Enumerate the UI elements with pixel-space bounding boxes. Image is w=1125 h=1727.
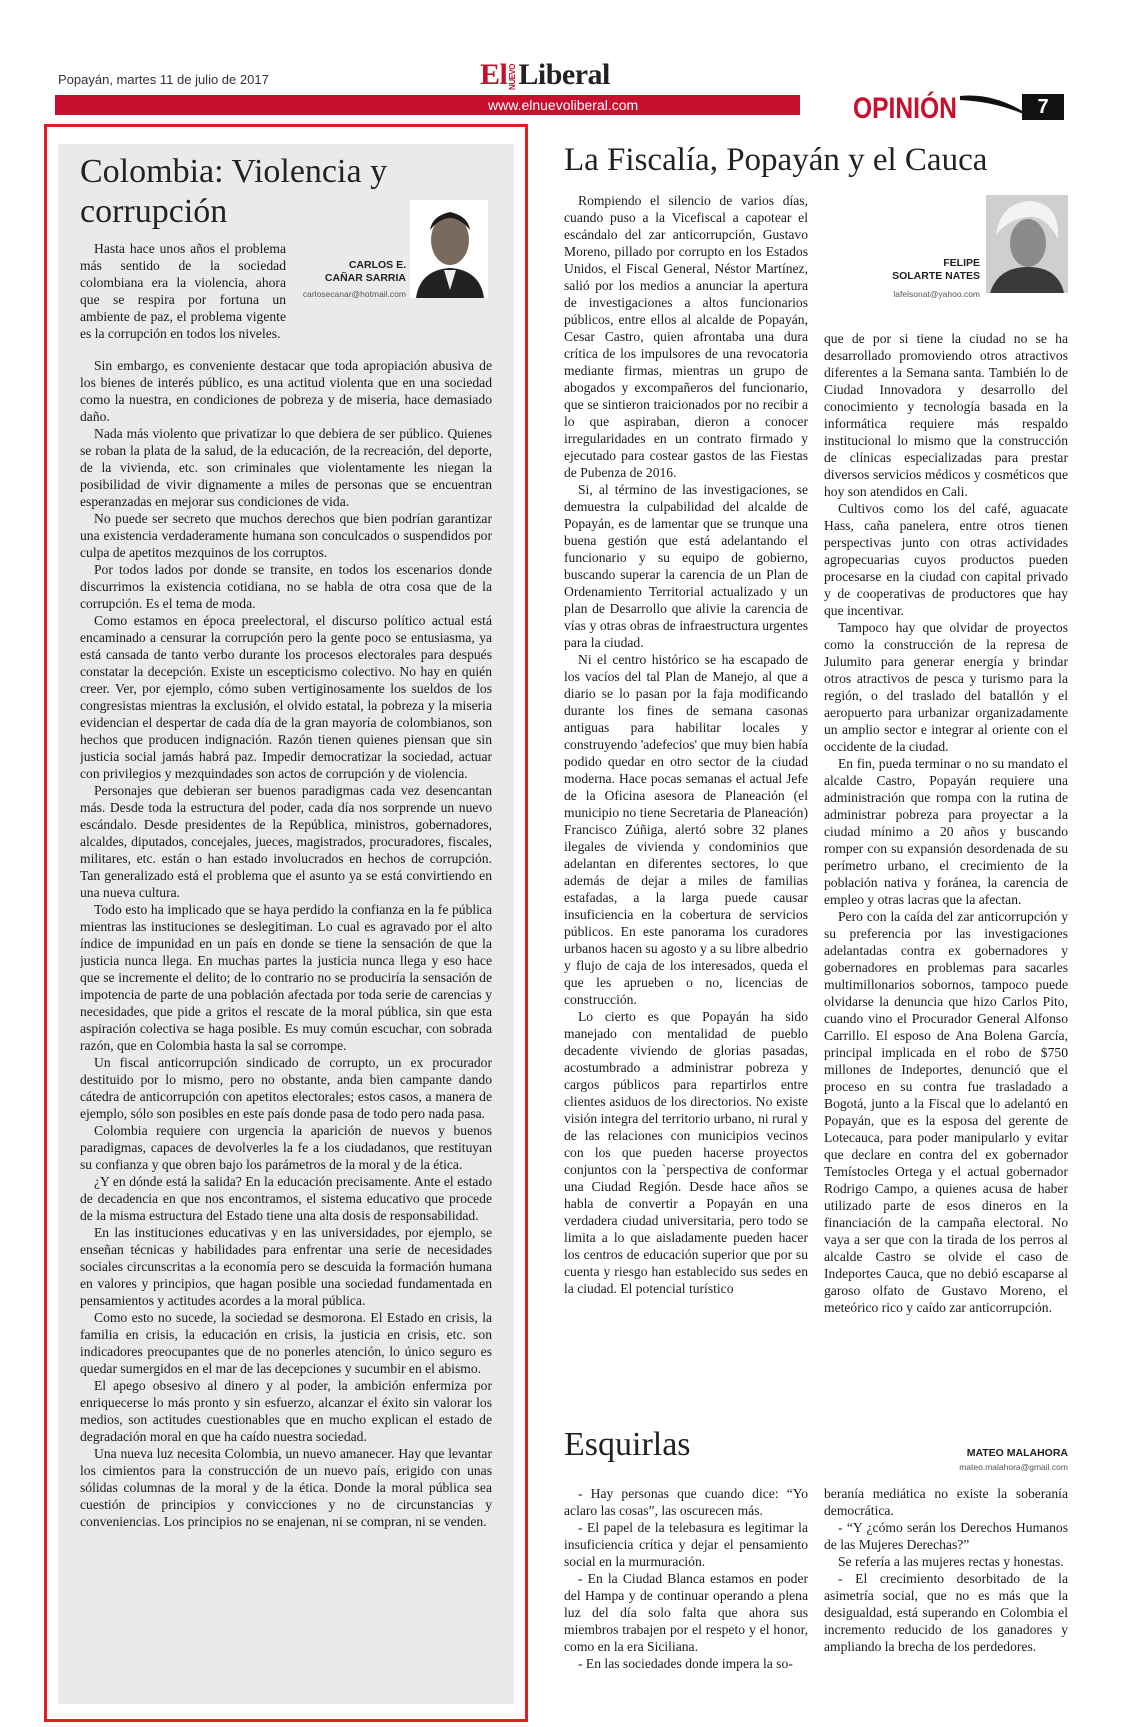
paragraph: Un fiscal anticorrupción sindicado de corrupto, un ex procurador destituido por lo mismo, pero no obstante, anda bien campante dando cátedra de anticorrupción con apetitos electorales; estos casos, a manera de ejemplo, sólo son posibles en este país donde pasa de todo pero nada pasa. <box>80 1055 492 1121</box>
paragraph: Cultivos como los del café, aguacate Hass, caña panelera, entre otros tienen perspectivas junto con otras actividades agropecuarias cuyos productos pueden procesarse en la ciudad con capital privado y de cooperativas de productores que hay que incentivar. <box>824 501 1068 618</box>
header-red-bar <box>55 95 800 115</box>
author-email: lafelsonat@yahoo.com <box>893 289 980 299</box>
author-name-line1: FELIPE <box>943 257 980 269</box>
article-title: Colombia: Violencia y corrupción <box>80 153 388 230</box>
paragraph: - En la Ciudad Blanca estamos en poder del Hampa y de continuar operando a plena luz del día solo falta que ahora sus miembros trabajen por el respeto y el honor, como en la era Siciliana. <box>564 1571 808 1654</box>
section-label: OPINIÓN <box>853 92 957 125</box>
author-photo <box>986 195 1068 293</box>
paragraph: beranía mediática no existe la soberanía democrática. <box>824 1486 1068 1518</box>
paragraph: - “Y ¿cómo serán los Derechos Humanos de las Mujeres Derechas?” <box>824 1520 1068 1552</box>
article-column <box>824 330 1068 1352</box>
paragraph: - El papel de la telebasura es legitimar la insuficiencia crítica y dejar el pensamiento social en la murmuración. <box>564 1520 808 1569</box>
article-column <box>564 1485 808 1707</box>
author-email: carlosecanar@hotmail.com <box>302 289 406 299</box>
paragraph: Como estamos en época preelectoral, el discurso político actual está encaminado a censurar la corrupción pero la gente poco se entusiasma, ya está cansada de tanto verbo durante los procesos electorales para después constatar la decepción. Existe un escepticismo colectivo. No hay en quién creer. Ver, por ejemplo, cómo suben vertiginosamente los sueldos de los congresistas mientras la exclusión, el olvido estatal, la pobreza y la miseria evidencian el despertar de cada día de la gran mayoría de colombianos, son hechos que producen indignación. Razón tienen quienes piensan que sin justicia social jamás habrá paz. Impedir democratizar la sociedad, actuar con privilegios y mezquindades son actos de corrupción y de violencia. <box>80 613 492 781</box>
author-name-line2: CAÑAR SARRIA <box>324 272 406 284</box>
paragraph: - En las sociedades donde impera la so- <box>578 1656 793 1671</box>
author-email: mateo.malahora@gmail.com <box>959 1462 1068 1472</box>
author-photo <box>410 200 488 298</box>
paragraph: que de por si tiene la ciudad no se ha desarrollado promoviendo otros atractivos diferentes a la Semana santa. También lo de Ciudad Innovadora y desarrollo del conocimiento y tecnología basada en la informática requiere más respaldo institucional lo mismo que la construcción de clínicas especializadas para prestar diversos servicios médicos y cosméticos que hoy son atendidos en Cali. <box>824 331 1068 499</box>
paragraph: Lo cierto es que Popayán ha sido manejado con mentalidad de pueblo decadente viviendo de glorias pasadas, acostumbrado a administrar pobreza y cargos públicos para repartirlos entre clientes asiduos de los directorios. No existe visión integra del territorio urbano, ni rural y de las relaciones con municipios vecinos con los que pueden hacerse proyectos conjuntos con la `perspectiva de conformar una Ciudad Región. Desde hace años se habla de convertir a Popayán en una verdadera ciudad universitaria, pero todo se limita a lo que aisladamente pueden hacer los centros de educación superior que por su cuenta y riesgo han establecido sus sedes en la ciudad. El potencial turístico <box>564 1009 808 1296</box>
paragraph: No puede ser secreto que muchos derechos que bien podrían garantizar una existencia verdaderamente humana son conculcados o suspendidos por culpa de apetitos mezquinos de los corruptos. <box>80 511 492 560</box>
article-intro <box>80 240 286 356</box>
paragraph: Personajes que debieran ser buenos paradigmas cada vez desencantan más. Desde toda la estructura del poder, cada día nos sorprende un nuevo escándalo. Desde presidentes de la República, ministros, gobernadores, alcaldes, diputados, concejales, jueces, magistrados, procuradores, fiscales, militares, etc. están o han estado involucrados en hechos de corrupción. Tan generalizado está el problema que el asunto ya se está convirtiendo en una nueva cultura. <box>80 783 492 900</box>
page-number: 7 <box>1022 94 1064 120</box>
paragraph: Se refería a las mujeres rectas y honestas. <box>838 1554 1064 1569</box>
paragraph: Como esto no sucede, la sociedad se desmorona. El Estado en crisis, la familia en crisis, la educación en crisis, la justicia en crisis, etc. son indicadores preocupantes que de no ponerles atención, lo único seguro es quedar sumergidos en el mar de las decepciones y sucumbir en el abismo. <box>80 1310 492 1376</box>
paragraph: Ni el centro histórico se ha escapado de los vacíos del tal Plan de Manejo, al que a diario se lo pasan por la faja modificando durante los fines de semana casonas antiguas para habilitar locales y construyendo 'adefecios' que muy bien había podido quedar en otro sector de la ciudad moderna. Hace pocas semanas el actual Jefe de la Oficina asesora de Planeación (el municipio no tiene Secretaria de Planeación) Francisco Zúñiga, alertó sobre 32 planes ilegales de vivienda y condominios que adelantan en diferentes sectores, lo que además de dejar a miles de familias estafadas, a la larga puede causar insuficiencia en la cobertura de servicios públicos. En este panorama los curadores urbanos hacen su agosto y a su libre albedrio y flujo de caja de los interesados, queda el que les aprueben o no, licencias de construcción. <box>564 652 808 1007</box>
paragraph: ¿Y en dónde está la salida? En la educación precisamente. Ante el estado de decadencia en que nos encontramos, el sistema educativo que procede de la misma estructura del Estado tiene una alta dosis de responsabilidad. <box>80 1174 492 1223</box>
paragraph: Pero con la caída del zar anticorrupción y su preferencia por las investigaciones adelantadas contra ex gobernadores y gobernadores en problemas para sacarles multimillonarios sobornos, tampoco puede olvidarse la denuncia que hizo Carlos Pito, cuando vino el Procurador General Alfonso Carrillo. El esposo de Ana Bolena García, principal implicada en el robo de $750 millones de Indeportes, denunció que el proceso en su contra fue trasladado a Bogotá, junto a la Fiscal que lo adelantó en Popayán, que es la esposa del gerente de Lotecauca, para poder manipularlo y evitar que declare en contra del ex gobernador Temístocles Ortega y el actual gobernador Rodrigo Campo, a quienes acusa de haber utilizado parte de esos dineros en la financiación de la campaña electoral. No vaya a ser que con la tirada de los perros al alcalde Castro se olvide el caso de Indeportes Cauca, que no debió escaparse al garoso olfato de Gustavo Moreno, el meteórico rico y caído zar anticorrupción. <box>824 909 1068 1315</box>
masthead-el: El <box>480 58 508 91</box>
paragraph: Sin embargo, es conveniente destacar que toda apropiación abusiva de los bienes de interés público, es una actitud violenta que en una sociedad como la nuestra, en condiciones de pobreza y de miseria, hace demasiado daño. <box>80 358 492 424</box>
paragraph: Nada más violento que privatizar lo que debiera de ser público. Quienes se roban la plata de la salud, de la educación, de la recreación, del deporte, de la vivienda, etc. son criminales que violentamente les niegan la posibilidad de vivir dignamente a miles de personas que se encuentran esperanzadas en mejorar sus condiciones de vida. <box>80 426 492 509</box>
article-title: La Fiscalía, Popayán y el Cauca <box>564 142 988 178</box>
author-name-line1: CARLOS E. <box>348 259 406 271</box>
intro-paragraph: Hasta hace unos años el problema más sentido de la sociedad colombiana era la violencia, ahora que se respira por fortuna un ambiente de paz, el problema vigente es la corrupción en todos los niveles. <box>80 241 286 341</box>
masthead-nuevo: NUEVO <box>508 64 518 91</box>
paragraph: Una nueva luz necesita Colombia, un nuevo amanecer. Hay que levantar los cimientos para la construcción de un nuevo país, erigido con unas sólidas columnas de la moral y de la ética. Donde la moral pública sea cuestión de principios y convicciones y no de circunstancias y conveniencias. Los principios no se enajenan, ni se compran, ni se venden. <box>80 1446 492 1529</box>
dateline: Popayán, martes 11 de julio de 2017 <box>58 72 269 87</box>
paragraph: - El crecimiento desorbitado de la asimetría social, que no es más que la desigualdad, está superando en Colombia el incremento reducido de los ganadores y ampliando la brecha de los perdedores. <box>824 1571 1068 1654</box>
article-body <box>80 357 492 1687</box>
masthead-logo <box>480 58 610 92</box>
article-column <box>564 192 808 1352</box>
paragraph: El apego obsesivo al dinero y al poder, la ambición enfermiza por enriquecerse lo más pronto y sin esfuerzo, alcanzar el éxito sin valorar los medios, son actitudes cuestionables que en mucho explican el estado de degradación moral en que ha caído nuestra sociedad. <box>80 1378 492 1444</box>
paragraph: Colombia requiere con urgencia la aparición de nuevos y buenos paradigmas, capaces de devolverles la fe a los ciudadanos, que restituyan su confianza y que obren bajo los parámetros de la moral y de la ética. <box>80 1123 492 1172</box>
author-name: MATEO MALAHORA <box>966 1447 1068 1459</box>
paragraph: Por todos lados por donde se transite, en todos los escenarios donde discurrimos la existencia cotidiana, no se habla de otra cosa que de la corrupción. Es el tema de moda. <box>80 562 492 611</box>
author-name <box>880 257 980 283</box>
paragraph: Todo esto ha implicado que se haya perdido la confianza en la fe pública mientras las instituciones se deslegitiman. Lo cual es agravado por el alto índice de impunidad en un país en donde se tiene la sensación de que la justicia nunca llega. En muchas partes la justicia nunca llega y eso hace que se incremente el delito; de lo contrario no se produciría la sensación de impotencia de parte de una población afectada por toda serie de carencias y necesidades, que pide a gritos el rescate de la moral pública, sin que esta aspiración colectiva se haga posible. Es muy común escuchar, con sobrada razón, que en Colombia hasta la sal se corrompe. <box>80 902 492 1053</box>
paragraph: - Hay personas que cuando dice: “Yo aclaro las cosas”, las oscurecen más. <box>564 1486 808 1518</box>
paragraph: En las instituciones educativas y en las universidades, por ejemplo, se enseñan técnicas y habilidades para enfrentar una serie de necesidades sociales circunscritas a la economía pero se descuida la formación humana en valores y principios, que hagan posible una sociedad fundamentada en pensamientos y actitudes acordes a la moral pública. <box>80 1225 492 1308</box>
masthead-name: Liberal <box>518 58 610 91</box>
article-column <box>824 1485 1068 1707</box>
author-name <box>310 259 406 285</box>
paragraph: En fin, pueda terminar o no su mandato el alcalde Castro, Popayán requiere una administración que rompa con la rutina de administrar pobreza para proyectar a la ciudad mínimo a 20 años y buscando romper con su expansión desordenada de su perímetro urbano, el crecimiento de la población nativa y foránea, la carencia de empleo y otras lacras que la afectan. <box>824 756 1068 907</box>
article-title: Esquirlas <box>564 1426 691 1463</box>
website-url: www.elnuevoliberal.com <box>488 97 639 113</box>
paragraph: Tampoco hay que olvidar de proyectos como la construcción de la represa de Julumito para generar energía y brindar otros atractivos de pesca y turismo para la región, o del traslado del batallón y el aeropuerto para urbanizar organizadamente un amplio sector e integrar al oriente con el occidente de la ciudad. <box>824 620 1068 754</box>
paragraph: Rompiendo el silencio de varios días, cuando puso a la Vicefiscal a capotear el escándalo del zar anticorrupción, Gustavo Moreno, pillado por corrupto en los Estados Unidos, el Fiscal General, Néstor Martínez, salió por los medios a anunciar la apertura de investigaciones a altos funcionarios públicos, entre ellos al alcalde de Popayán, Cesar Castro, quien afrontaba una dura crítica de los impulsores de una revocatoria mediante firmas, mientras un grupo de abogados y excompañeros del funcionario, que se sintieron traicionados por no recibir a lo que aspiraban, dieron a conocer irregularidades en un contrato firmado y ejecutado para costear gastos de las Fiestas de Pubenza de 2016. <box>564 193 808 480</box>
author-name-line2: SOLARTE NATES <box>892 270 980 282</box>
paragraph: Si, al término de las investigaciones, se demuestra la culpabilidad del alcalde de Popayán, es de lamentar que se trunque una buena gestión que está adelantando el funcionario y su equipo de gobierno, buscando superar la carencia de un Plan de Ordenamiento Territorial actualizado y un plan de Desarrollo que alivie la carencia de vías y otras obras de infraestructura urgentes para la ciudad. <box>564 482 808 650</box>
